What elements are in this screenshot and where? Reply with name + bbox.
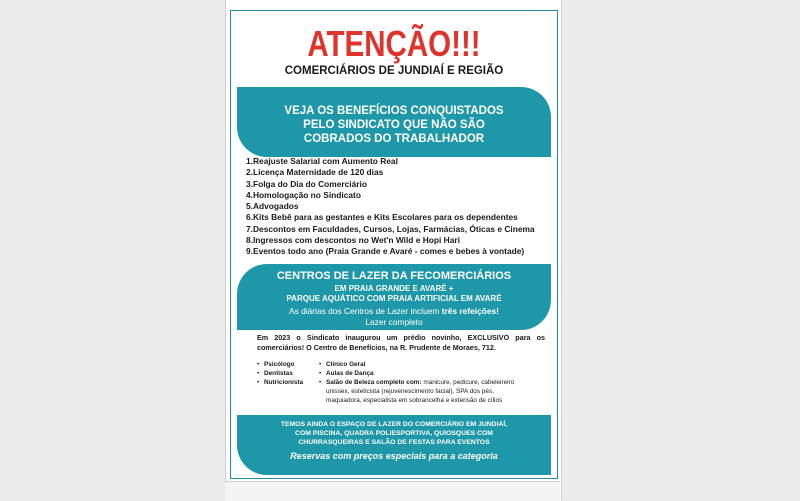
footer-banner xyxy=(237,415,551,475)
lazer-heading: CENTROS DE LAZER DA FECOMERCIÁRIOS xyxy=(276,270,512,282)
benefits-banner xyxy=(237,87,551,157)
predio-paragraph: Em 2023 o Sindicato inaugurou um prédio novinho, EXCLUSIVO para os comerciários! O Centro de Benefícios, na R. Prudente de Moraes, 712. xyxy=(257,333,545,352)
diarias-line xyxy=(237,306,551,316)
list-item: 9.Eventos todo ano (Praia Grande e Avaré - comes e bebes à vontade) xyxy=(246,246,525,257)
list-item: 8.Ingressos com descontos no Wet'n Wild e Hopi Hari xyxy=(246,235,460,246)
page-title: ATENÇÃO!!! xyxy=(307,23,481,64)
lazer-line-1: EM PRAIA GRANDE E AVARÉ + xyxy=(334,284,454,293)
lazer-completo: Lazer completo xyxy=(365,317,423,327)
footer-line-2: COM PISCINA, QUADRA POLIESPORTIVA, QUIOSQUES COM xyxy=(295,430,493,437)
list-item: 6.Kits Bebê para as gestantes e Kits Escolares para os dependentes xyxy=(246,212,518,223)
lazer-banner xyxy=(237,264,551,330)
benefits-header-line-1: VEJA OS BENEFÍCIOS CONQUISTADOS xyxy=(284,105,504,117)
subtitle: COMERCIÁRIOS DE JUNDIAÍ E REGIÃO xyxy=(284,65,504,77)
benefits-header-line-2: PELO SINDICATO QUE NÃO SÃO xyxy=(303,119,485,131)
list-item: 2.Licença Maternidade de 120 dias xyxy=(246,167,384,178)
lazer-line-2: PARQUE AQUÁTICO COM PRAIA ARTIFICIAL EM AVARÉ xyxy=(286,294,502,303)
list-item: • Nutricionista xyxy=(257,378,304,386)
salao-bold: Salão de Beleza completo com: xyxy=(326,378,422,386)
flyer xyxy=(230,10,558,479)
list-item: 4.Homologação no Sindicato xyxy=(246,189,361,200)
footer-line-1: TEMOS AINDA O ESPAÇO DE LAZER DO COMERCIÁRIO EM JUNDIAÍ, xyxy=(280,421,508,428)
page-bottom-strip xyxy=(225,481,560,501)
services-col-1 xyxy=(257,361,303,388)
list-item-continuation: maquiadora, especialista em sobrancelha e extensão de cílios xyxy=(326,396,503,404)
benefits-header-line-3: COBRADOS DO TRABALHADOR xyxy=(303,133,485,145)
list-item: 5.Advogados xyxy=(246,201,299,212)
list-item: • Aulas de Dança xyxy=(319,369,374,377)
footer-tagline: Reservas com preços especiais para a categoria xyxy=(290,451,498,461)
list-item: • Psicólogo xyxy=(257,361,295,368)
list-item-continuation: unissex, esteticista (rejuvenescimento facial), SPA dos pés, xyxy=(326,387,494,395)
list-item: • Dentistas xyxy=(257,369,293,377)
list-item: 1.Reajuste Salarial com Aumento Real xyxy=(246,156,398,166)
list-item: • Clínico Geral xyxy=(319,361,366,368)
services-col-2 xyxy=(319,361,555,406)
list-item: • Salão de Beleza completo com: manicure, pedicure, cabeleireiro xyxy=(319,378,515,386)
footer-line-3: CHURRASQUEIRAS E SALÃO DE FESTAS PARA EVENTOS xyxy=(298,439,490,446)
benefits-list xyxy=(246,156,556,258)
diarias-bold: três refeições! xyxy=(441,306,499,316)
list-item: 3.Folga do Dia do Comerciário xyxy=(246,178,367,189)
diarias-prefix: As diárias dos Centros de Lazer incluem xyxy=(289,306,442,316)
list-item: 7.Descontos em Faculdades, Cursos, Lojas, Farmácias, Óticas e Cinema xyxy=(246,223,535,234)
